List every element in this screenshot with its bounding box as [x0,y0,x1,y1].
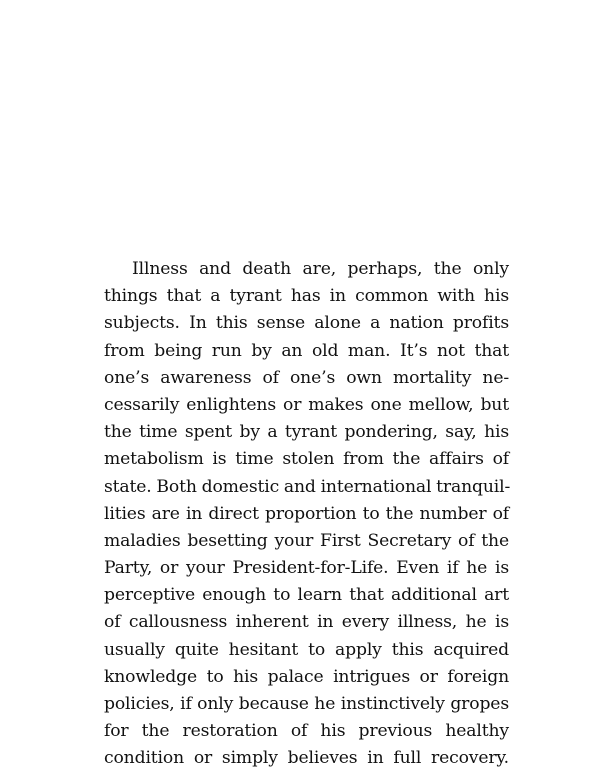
paragraph-line: metabolism is time stolen from the affairs of [104,449,509,470]
paragraph-line: things that a tyrant has in common with his [104,286,509,307]
body-paragraph [104,256,509,773]
paragraph-line: the time spent by a tyrant pondering, say, his [104,422,509,443]
paragraph-line: for the restoration of his previous healthy [104,721,509,742]
paragraph-line: subjects. In this sense alone a nation profits [104,313,509,334]
paragraph-line: lities are in direct proportion to the number of [104,503,509,524]
paragraph-line: of callousness inherent in every illness, he is [104,612,509,633]
paragraph-line: usually quite hesitant to apply this acquired [104,639,509,660]
paragraph-line: from being run by an old man. It’s not that [104,340,509,361]
paragraph-line: policies, if only because he instinctively gropes [104,694,509,714]
paragraph-line: maladies besetting your First Secretary of the [104,530,509,551]
paragraph-line: knowledge to his palace intrigues or foreign [104,666,509,687]
paragraph-line: one’s awareness of one’s own mortality ne- [104,367,509,388]
paragraph-line: perceptive enough to learn that additional art [104,585,509,606]
paragraph-line: Party, or your President-for-Life. Even if he is [104,558,509,579]
paragraph-line: cessarily enlightens or makes one mellow, but [104,394,509,415]
paragraph-line: condition or simply believes in full recovery. [104,748,509,769]
paragraph-line: Illness and death are, perhaps, the only [132,259,509,279]
paragraph-line: state. Both domestic and international tranquil- [104,476,511,497]
